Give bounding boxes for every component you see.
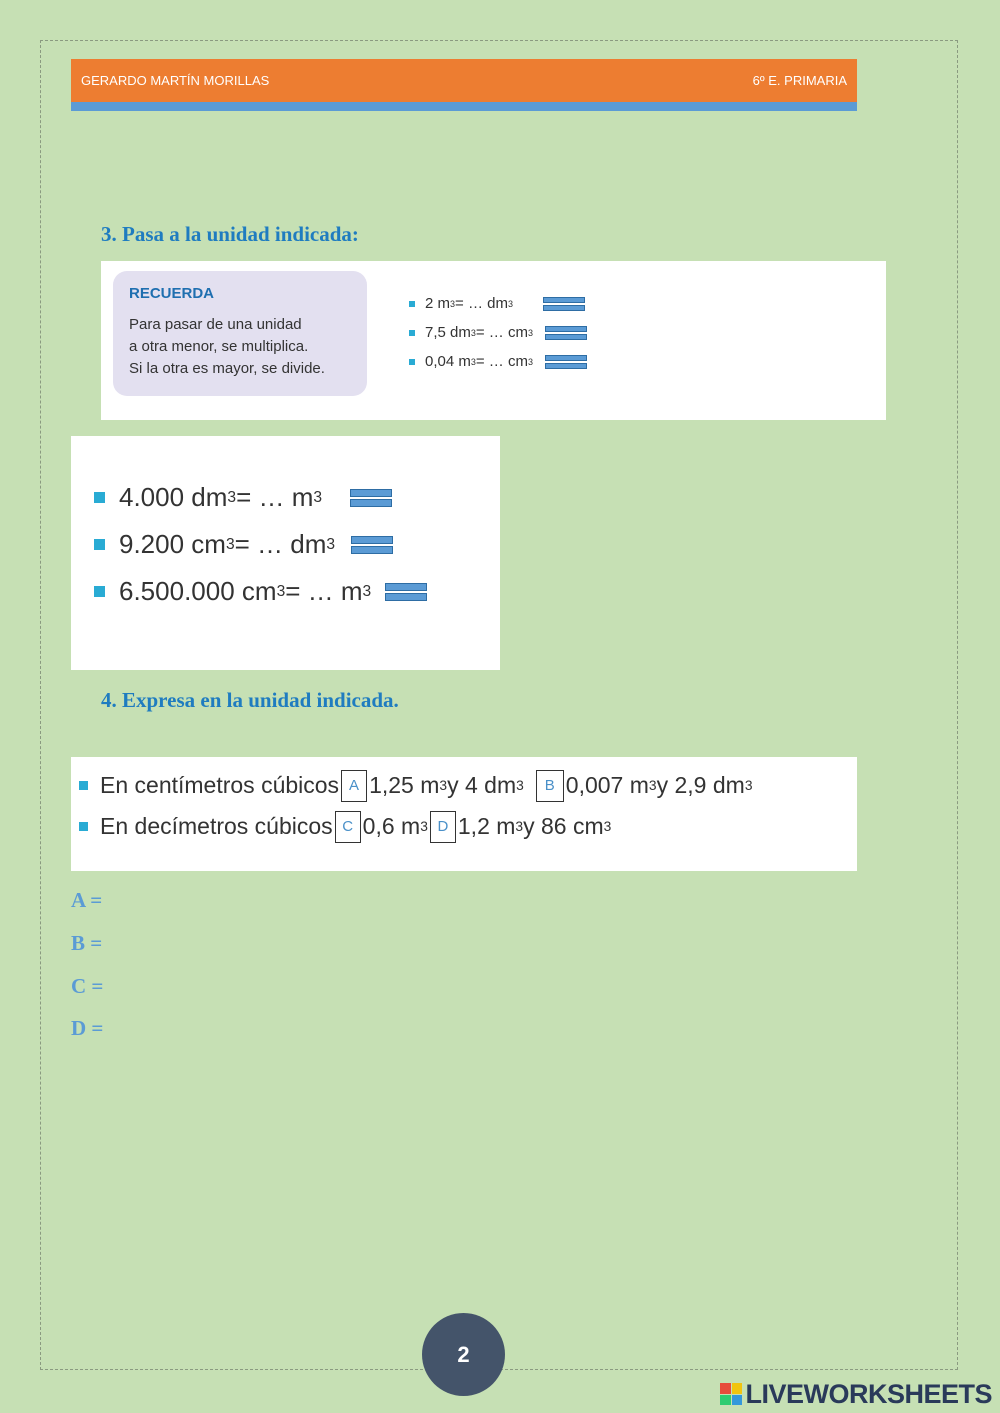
answer-row-b xyxy=(71,928,571,958)
item-value: 1,25 m xyxy=(369,772,440,798)
bullet-icon xyxy=(409,359,415,365)
item-exponent: 3 xyxy=(507,298,513,309)
recuerda-line: Si la otra es mayor, se divide. xyxy=(129,360,325,377)
answer-label-d: D = xyxy=(71,1015,104,1040)
item-value: y 2,9 dm xyxy=(656,772,745,798)
item-rest: = … cm xyxy=(475,324,528,341)
item-exponent: 3 xyxy=(515,819,524,834)
answer-drop-icon[interactable] xyxy=(543,297,585,311)
answer-label-b: B = xyxy=(71,930,103,955)
item-exponent: 3 xyxy=(527,327,533,338)
item-value: 9.200 cm xyxy=(119,529,226,559)
answer-input-c[interactable] xyxy=(111,972,571,1000)
answer-drop-icon[interactable] xyxy=(545,355,587,369)
item-rest: = … dm xyxy=(455,295,508,312)
bullet-icon xyxy=(409,301,415,307)
answer-input-b[interactable] xyxy=(110,929,571,957)
answer-drop-icon[interactable] xyxy=(350,489,392,507)
recuerda-panel xyxy=(101,261,886,420)
recuerda-line: a otra menor, se multiplica. xyxy=(129,338,309,355)
item-value: 2 m xyxy=(425,295,451,312)
section3-heading: 3. Pasa a la unidad indicada: xyxy=(101,222,359,246)
item-exponent: 3 xyxy=(439,778,448,793)
bullet-icon xyxy=(94,539,105,550)
item-value: y 4 dm xyxy=(447,772,517,798)
item-value: 7,5 dm xyxy=(425,324,471,341)
header-author: GERARDO MARTÍN MORILLAS xyxy=(81,73,270,88)
answer-drop-icon[interactable] xyxy=(385,583,427,601)
logo-text: LIVEWORKSHEETS xyxy=(745,1378,992,1409)
answer-row-c xyxy=(71,971,571,1001)
section4-heading: 4. Expresa en la unidad indicada. xyxy=(101,688,399,712)
item-rest: = … cm xyxy=(475,353,528,370)
small-exercise-item xyxy=(409,318,587,347)
header-grade: 6º E. PRIMARIA xyxy=(752,73,847,88)
big-exercise-item xyxy=(94,474,427,521)
liveworksheets-logo xyxy=(720,1380,992,1408)
item-exponent: 3 xyxy=(470,327,476,338)
item-exponent: 3 xyxy=(420,819,428,834)
item-value: y 86 cm xyxy=(523,813,604,839)
item-exponent: 3 xyxy=(313,488,323,506)
page-number: 2 xyxy=(422,1313,505,1396)
item-exponent: 3 xyxy=(470,356,476,367)
recuerda-line: Para pasar de una unidad xyxy=(129,316,302,333)
answer-input-a[interactable] xyxy=(110,886,571,914)
header-stripe xyxy=(71,102,857,111)
page-header xyxy=(71,59,857,102)
big-exercise-item xyxy=(94,568,427,615)
small-exercise-item xyxy=(409,347,587,376)
item-exponent: 3 xyxy=(450,298,456,309)
item-exponent: 3 xyxy=(516,778,524,793)
answer-box-b[interactable]: B xyxy=(536,770,564,802)
answer-drop-icon[interactable] xyxy=(351,536,393,554)
expresa-item xyxy=(79,765,753,806)
bullet-icon xyxy=(79,822,88,831)
answer-box-d[interactable]: D xyxy=(430,811,456,843)
big-exercise-panel xyxy=(71,436,500,670)
item-label: En centímetros cúbicos xyxy=(100,772,340,798)
small-exercise-item xyxy=(409,289,587,318)
item-rest: = … dm xyxy=(234,529,327,559)
item-value: 4.000 dm xyxy=(119,482,228,512)
bullet-icon xyxy=(94,586,105,597)
item-exponent: 3 xyxy=(225,535,235,553)
item-rest: = … m xyxy=(285,576,363,606)
answer-box-a[interactable]: A xyxy=(341,770,367,802)
item-exponent: 3 xyxy=(527,356,533,367)
item-label: En decímetros cúbicos xyxy=(100,813,333,839)
bullet-icon xyxy=(409,330,415,336)
item-exponent: 3 xyxy=(603,819,612,834)
small-exercise-list xyxy=(409,289,587,376)
big-exercise-list xyxy=(94,474,427,615)
answer-box-c[interactable]: C xyxy=(335,811,361,843)
answer-label-a: A = xyxy=(71,887,103,912)
item-exponent: 3 xyxy=(276,582,286,600)
item-exponent: 3 xyxy=(648,778,657,793)
item-exponent: 3 xyxy=(227,488,237,506)
answer-row-a xyxy=(71,885,571,915)
item-exponent: 3 xyxy=(326,535,336,553)
answer-input-d[interactable] xyxy=(111,1014,571,1042)
item-rest: = … m xyxy=(236,482,314,512)
big-exercise-item xyxy=(94,521,427,568)
recuerda-box xyxy=(113,271,367,396)
logo-mark-icon xyxy=(720,1383,742,1405)
expresa-panel xyxy=(71,757,857,871)
answer-label-c: C = xyxy=(71,973,104,998)
answer-row-d xyxy=(71,1013,571,1043)
expresa-list xyxy=(79,765,753,847)
item-value: 0,04 m xyxy=(425,353,471,370)
item-exponent: 3 xyxy=(362,582,372,600)
expresa-item xyxy=(79,806,753,847)
item-value: 0,007 m xyxy=(565,772,649,798)
bullet-icon xyxy=(79,781,88,790)
item-value: 0,6 m xyxy=(362,813,421,839)
item-value: 1,2 m xyxy=(457,813,516,839)
recuerda-title: RECUERDA xyxy=(129,285,215,302)
item-exponent: 3 xyxy=(744,778,753,793)
answer-drop-icon[interactable] xyxy=(545,326,587,340)
bullet-icon xyxy=(94,492,105,503)
item-value: 6.500.000 cm xyxy=(119,576,277,606)
